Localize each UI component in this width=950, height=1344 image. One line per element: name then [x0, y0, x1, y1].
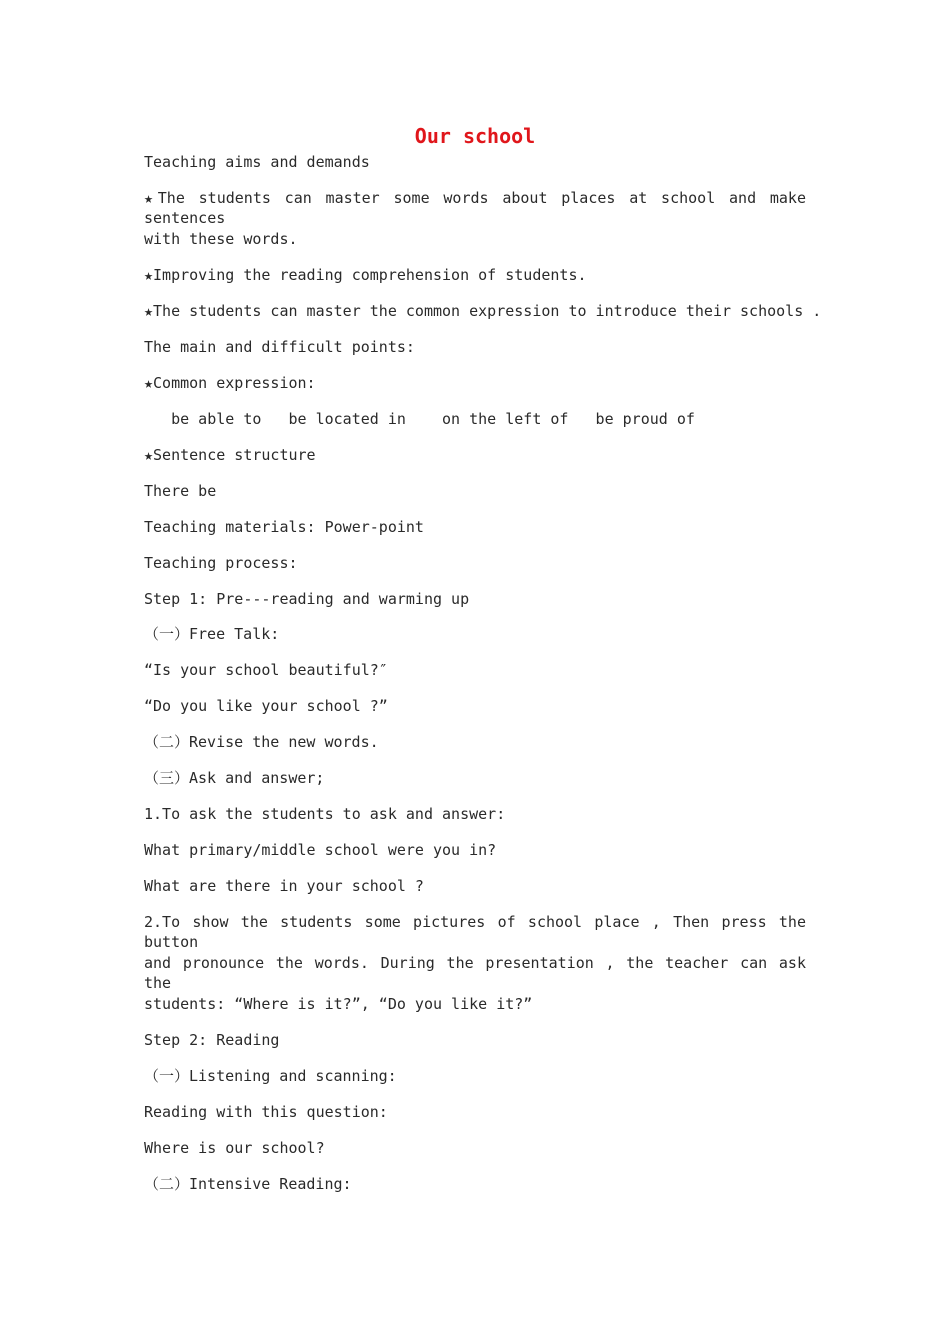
text-line: and pronounce the words. During the presentation , the teacher can ask the	[144, 954, 806, 992]
text-line: What are there in your school ?	[144, 877, 424, 895]
document-title: Our school	[414, 124, 536, 148]
text-line: Step 1: Pre---reading and warming up	[144, 590, 470, 608]
text-line: ★Improving the reading comprehension of students.	[144, 266, 587, 284]
text-line: be able to be located in on the left of be proud of	[144, 410, 695, 428]
text-line: Teaching process:	[144, 554, 298, 572]
text-line: 2.To show the students some pictures of school place , Then press the button	[144, 913, 806, 951]
text-line: ★Common expression:	[144, 374, 316, 392]
text-line: Step 2: Reading	[144, 1031, 280, 1049]
text-line: students: “Where is it?”, “Do you like it?”	[144, 995, 533, 1013]
text-line: “Is your school beautiful?″	[144, 661, 388, 679]
text-line: Reading with this question:	[144, 1103, 388, 1121]
text-line: The main and difficult points:	[144, 338, 415, 356]
text-line: There be	[144, 482, 217, 500]
text-line: （二）Revise the new words.	[144, 733, 379, 751]
text-line: with these words.	[144, 230, 298, 248]
text-line: Where is our school?	[144, 1139, 325, 1157]
text-line: Teaching materials: Power-point	[144, 518, 424, 536]
text-line: （三）Ask and answer;	[144, 769, 325, 787]
text-line: （二）Intensive Reading:	[144, 1175, 352, 1193]
text-line: （一）Free Talk:	[144, 625, 280, 643]
text-line: “Do you like your school ?”	[144, 697, 388, 715]
text-line: ★The students can master some words about places at school and make sentences	[144, 189, 806, 227]
text-line: ★Sentence structure	[144, 446, 316, 464]
text-line: Teaching aims and demands	[144, 153, 370, 171]
text-line: What primary/middle school were you in?	[144, 841, 497, 859]
text-line: ★The students can master the common expression to introduce their schools .	[144, 302, 822, 320]
text-line: （一）Listening and scanning:	[144, 1067, 397, 1085]
text-line: 1.To ask the students to ask and answer:	[144, 805, 506, 823]
